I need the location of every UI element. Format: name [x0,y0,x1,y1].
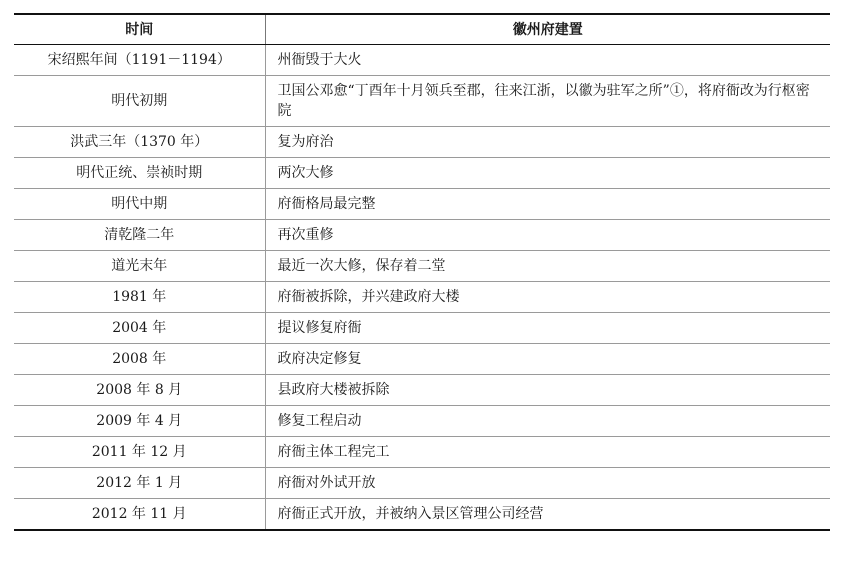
time-cell: 2004 年 [14,313,265,344]
table-row [14,313,830,344]
time-cell: 2008 年 [14,344,265,375]
event-cell: 县政府大楼被拆除 [265,375,830,406]
table-row [14,45,830,76]
event-cell: 府衙被拆除，并兴建政府大楼 [265,282,830,313]
chronology-table [14,13,830,531]
table-header [14,14,830,45]
time-cell: 明代中期 [14,189,265,220]
time-cell: 明代正统、崇祯时期 [14,158,265,189]
time-cell: 洪武三年（1370 年） [14,127,265,158]
event-column-header: 徽州府建置 [265,14,830,45]
table-row [14,76,830,127]
table-row [14,344,830,375]
event-cell: 再次重修 [265,220,830,251]
table-row [14,220,830,251]
time-cell: 1981 年 [14,282,265,313]
event-cell: 两次大修 [265,158,830,189]
table-row [14,375,830,406]
event-cell: 州衙毁于大火 [265,45,830,76]
event-cell: 政府决定修复 [265,344,830,375]
time-cell: 道光末年 [14,251,265,282]
table-row [14,499,830,531]
table-row [14,158,830,189]
event-cell: 最近一次大修，保存着二堂 [265,251,830,282]
time-cell: 宋绍熙年间（1191－1194） [14,45,265,76]
event-cell: 复为府治 [265,127,830,158]
table-row [14,282,830,313]
table-row [14,251,830,282]
event-cell: 府衙格局最完整 [265,189,830,220]
event-cell: 卫国公邓愈“丁酉年十月领兵至郡，往来江浙，以徽为驻军之所”①，将府衙改为行枢密院 [265,76,830,127]
time-cell: 2011 年 12 月 [14,437,265,468]
table-row [14,406,830,437]
time-cell: 2009 年 4 月 [14,406,265,437]
time-cell: 明代初期 [14,76,265,127]
event-cell: 府衙主体工程完工 [265,437,830,468]
header-row [14,14,830,45]
table-body [14,45,830,531]
time-cell: 2012 年 1 月 [14,468,265,499]
table-row [14,189,830,220]
table-row [14,437,830,468]
event-cell: 修复工程启动 [265,406,830,437]
event-cell: 府衙对外试开放 [265,468,830,499]
table-row [14,127,830,158]
table-row [14,468,830,499]
time-cell: 2012 年 11 月 [14,499,265,531]
event-cell: 府衙正式开放，并被纳入景区管理公司经营 [265,499,830,531]
time-cell: 2008 年 8 月 [14,375,265,406]
event-cell: 提议修复府衙 [265,313,830,344]
time-cell: 清乾隆二年 [14,220,265,251]
time-column-header: 时间 [14,14,265,45]
